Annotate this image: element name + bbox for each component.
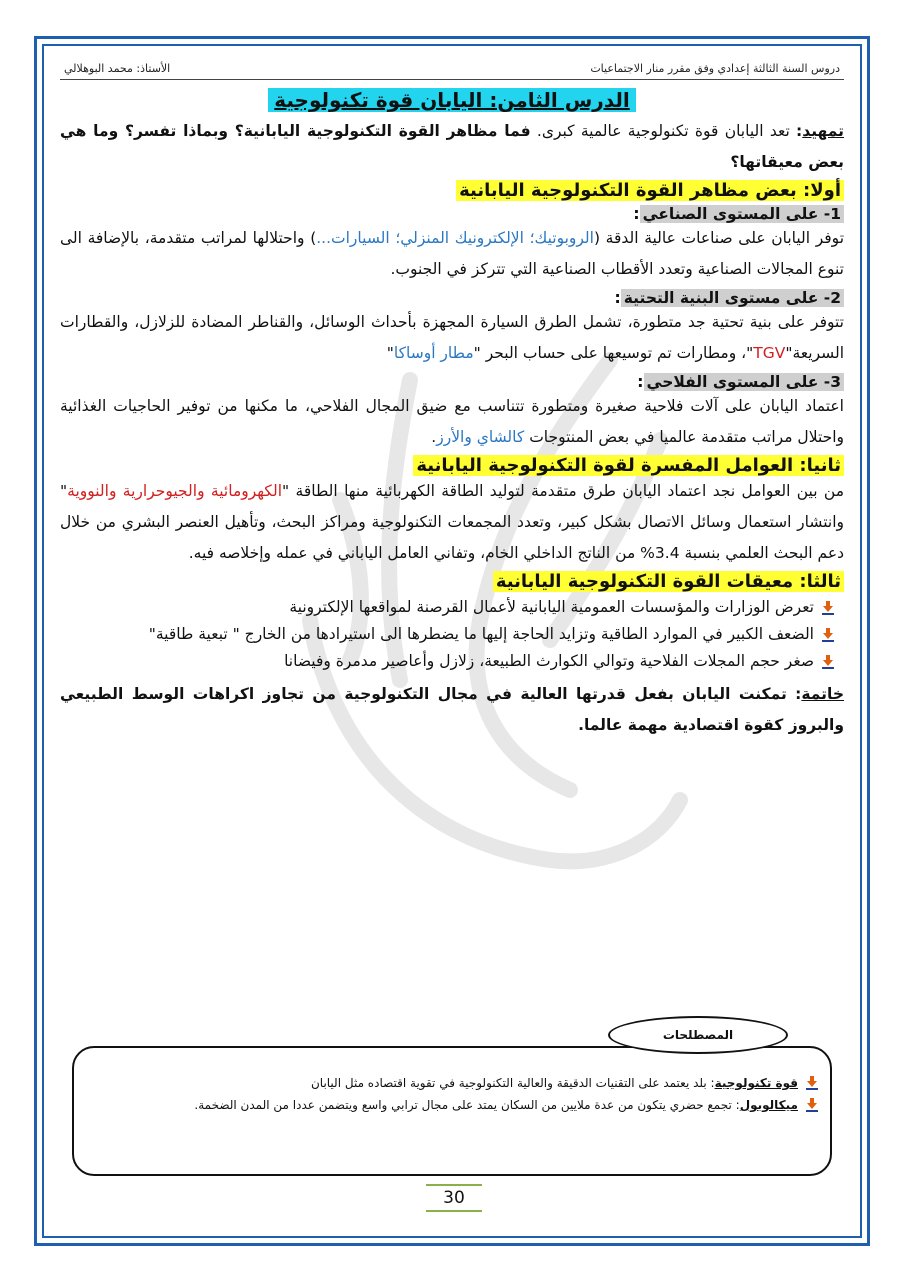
section2-text-b: " وانتشار استعمال وسائل الاتصال بشكل كبير، وتعدد المجمعات التكنولوجية ومراكز البحث، وتأهيل العنصر البشري من خلال دعم البحث العلمي بنسبة 3.4% من الناتج الداخلي الخام، وتفاني العامل الياباني في عمله وإخلاصه فيه. <box>60 482 844 562</box>
list-item <box>60 621 836 648</box>
sub2-heading <box>60 288 844 307</box>
section2-text-a: من بين العوامل نجد اعتماد اليابان طرق متقدمة لتوليد الطاقة الكهربائية منها الطاقة " <box>282 482 845 500</box>
sub3-title: 3- على المستوى الفلاحي <box>644 373 844 391</box>
terms-label: المصطلحات <box>608 1016 788 1054</box>
lesson-title-row <box>60 88 844 112</box>
sub1-text-a: توفر اليابان على صناعات عالية الدقة ( <box>593 229 845 247</box>
sub1-paragraph <box>60 223 844 285</box>
term-name: قوة تكنولوجية <box>714 1076 798 1090</box>
page-number-top-rule <box>426 1184 482 1186</box>
sub2-paragraph <box>60 307 844 369</box>
page-number-text: 30 <box>443 1188 465 1208</box>
list-item <box>60 594 836 621</box>
section2-title: ثانيا: العوامل المفسرة لقوة التكنولوجية اليابانية <box>413 455 844 476</box>
arrow-bullet-icon <box>804 1097 820 1113</box>
obstacle-text: تعرض الوزارات والمؤسسات العمومية اليابانية لأعمال القرصنة لمواقعها الإلكترونية <box>289 598 814 616</box>
page-number-bottom-rule <box>426 1210 482 1212</box>
header-teacher-name: الأستاذ: محمد البوهلالي <box>64 62 171 75</box>
intro-text: تعد اليابان قوة تكنولوجية عالمية كبرى. <box>530 122 797 140</box>
sub3-text-a: اعتماد اليابان على آلات فلاحية صغيرة ومتطورة تتناسب مع ضيق المجال الفلاحي، ما مكنها من توفير الحاجيات الغذائية واحتلال مراتب متقدمة عالميا في بعض المنتوجات <box>60 397 844 446</box>
sub1-colon: : <box>633 204 640 223</box>
section1-title: أولا: بعض مظاهر القوة التكنولوجية اليابانية <box>456 180 844 201</box>
terms-box <box>72 1046 832 1176</box>
term-name: ميكالوبول <box>739 1098 798 1112</box>
obstacle-text: الضعف الكبير في الموارد الطاقية وتزايد الحاجة إليها ما يضطرها الى استيرادها من الخارج " تبعية طاقية" <box>148 625 814 643</box>
sub1-title: 1- على المستوى الصناعي <box>640 205 844 223</box>
sub2-colon: : <box>614 288 621 307</box>
conclusion-label: خاتمة <box>801 685 844 703</box>
lesson-title: الدرس الثامن: اليابان قوة تكنولوجية <box>268 88 635 112</box>
page-header <box>60 58 844 75</box>
sub2-text-c: " <box>386 344 394 362</box>
intro-question: فما مظاهر القوة التكنولوجية اليابانية؟ وبماذا تفسر؟ وما هي بعض معيقاتها؟ <box>60 122 844 171</box>
page-content <box>60 58 844 741</box>
section2-paragraph <box>60 476 844 569</box>
sub3-paragraph <box>60 391 844 453</box>
sub1-highlight: الروبوتيك؛ الإلكترونيك المنزلي؛ السيارات... <box>316 229 594 247</box>
term-definition: : تجمع حضري يتكون من عدة ملايين من السكان يمتد على مجال ترابي واسع ويتضمن عددا من المدن الضخمة. <box>194 1098 740 1112</box>
intro-colon: : <box>796 122 803 140</box>
sub1-heading <box>60 204 844 223</box>
header-course-title: دروس السنة الثالثة إعدادي وفق مقرر منار الاجتماعيات <box>590 62 840 75</box>
arrow-bullet-icon <box>820 654 836 670</box>
sub2-highlight-osaka: مطار أوساكا <box>393 344 474 362</box>
terms-list <box>74 1048 830 1116</box>
intro-paragraph <box>60 116 844 178</box>
sub2-text-b: "، ومطارات تم توسيعها على حساب البحر " <box>473 344 754 362</box>
sub1-text-b: ) واحتلالها لمراتب متقدمة، بالإضافة الى تنوع المجالات الصناعية وتعدد الأقطاب الصناعية التي تتركز في الجنوب. <box>60 229 844 278</box>
section2-heading <box>60 455 844 476</box>
sub3-heading <box>60 372 844 391</box>
obstacles-list <box>60 594 844 675</box>
header-divider <box>60 79 844 80</box>
sub2-title: 2- على مستوى البنية التحتية <box>621 289 844 307</box>
sub3-colon: : <box>637 372 644 391</box>
sub2-text-a: تتوفر على بنية تحتية جد متطورة، تشمل الطرق السيارة المجهزة بأحداث الوسائل، والقناطر المضادة للزلازل، والقطارات السريعة" <box>60 313 844 362</box>
arrow-bullet-icon <box>820 600 836 616</box>
page-number <box>426 1184 482 1212</box>
list-item <box>84 1094 820 1116</box>
section2-highlight: الكهرومائية والجيوحرارية والنووية <box>67 482 283 500</box>
obstacle-text: صغر حجم المجلات الفلاحية وتوالي الكوارث الطبيعة، زلازل وأعاصير مدمرة وفيضانا <box>284 652 814 670</box>
section3-title: ثالثا: معيقات القوة التكنولوجية اليابانية <box>493 571 844 592</box>
term-definition: : بلد يعتمد على التقنيات الدقيقة والعالية التكنولوجية في تقوية اقتصاده مثل اليابان <box>310 1076 715 1090</box>
list-item <box>60 648 836 675</box>
section1-heading <box>60 180 844 201</box>
intro-label: تمهيد <box>802 122 844 140</box>
section3-heading <box>60 571 844 592</box>
arrow-bullet-icon <box>804 1075 820 1091</box>
conclusion-text: : تمكنت اليابان بفعل قدرتها العالية في مجال التكنولوجية من تجاوز اكراهات الوسط الطبيعي والبروز كقوة اقتصادية مهمة عالما. <box>60 685 844 734</box>
sub2-highlight-tgv: TGV <box>753 344 786 362</box>
sub3-text-b: . <box>431 428 437 446</box>
conclusion-paragraph <box>60 679 844 741</box>
list-item <box>84 1072 820 1094</box>
sub3-highlight: كالشاي والأرز <box>436 428 525 446</box>
arrow-bullet-icon <box>820 627 836 643</box>
